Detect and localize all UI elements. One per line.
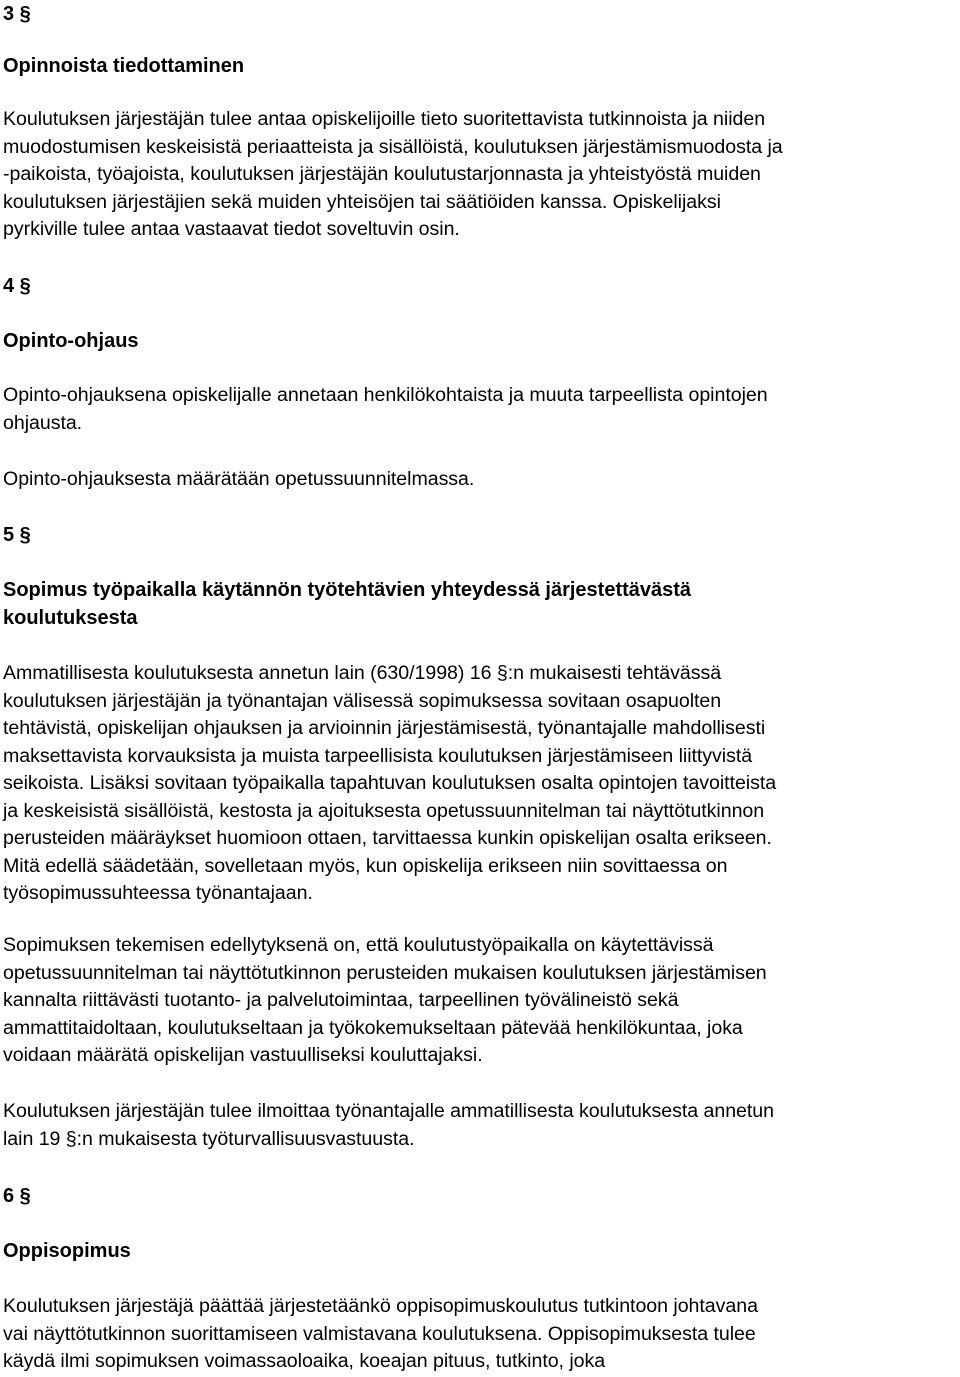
text-line: työsopimussuhteessa työnantajaan. (3, 882, 313, 904)
text-line: Mitä edellä säädetään, sovelletaan myös, kun opiskelija erikseen niin sovittaessa on (3, 854, 728, 877)
section-5-number: 5 § (3, 524, 31, 546)
section-4-number: 4 § (3, 275, 31, 297)
text-line: Koulutuksen järjestäjän tulee antaa opiskelijoille tieto suoritettavista tutkinnoista ja niiden (3, 108, 766, 130)
text-line: Ammatillisesta koulutuksesta annetun lain (630/1998) 16 §:n mukaisesti tehtävässä (3, 662, 722, 684)
section-5-paragraph-3 (3, 1098, 959, 1153)
section-6-title: Oppisopimus (3, 1240, 131, 1262)
text-line: opetussuunnitelman tai näyttötutkinnon perusteiden mukaisen koulutuksen järjestämisen (3, 961, 767, 984)
section-6-paragraph-1 (3, 1293, 959, 1376)
text-line: voidaan määrätä opiskelijan vastuulliseksi kouluttajaksi. (3, 1044, 483, 1066)
text-line: perusteiden määräykset huomioon ottaen, tarvittaessa kunkin opiskelijan osalta erikseen. (3, 827, 772, 849)
text-line: ohjausta. (3, 411, 83, 434)
section-5-paragraph-1 (3, 660, 959, 908)
text-line: kannalta riittävästi tuotanto- ja palvelutoimintaa, tarpeellinen työvälineistö sekä (3, 989, 679, 1011)
section-4-paragraph-2 (3, 466, 959, 494)
section-5-paragraph-2 (3, 932, 959, 1070)
text-line: koulutuksen järjestäjien sekä muiden yhteisöjen tai säätiöiden kanssa. Opiskelijaksi (3, 190, 721, 213)
title-line: koulutuksesta (3, 607, 138, 629)
text-line: maksettavista korvauksista ja muista tarpeellisista koulutuksen järjestämiseen liittyvistä (3, 744, 753, 767)
text-line: Opinto-ohjauksesta määrätään opetussuunnitelmassa. (3, 468, 475, 490)
section-5-title (3, 576, 953, 632)
text-line: ammattitaidoltaan, koulutukseltaan ja työkokemukseltaan pätevää henkilökuntaa, joka (3, 1016, 743, 1039)
text-line: vai näyttötutkinnon suorittamiseen valmistavana koulutuksena. Oppisopimuksesta tulee (3, 1322, 756, 1345)
text-line: seikoista. Lisäksi sovitaan työpaikalla tapahtuvan koulutuksen osalta opintojen tavoitteista (3, 772, 777, 794)
section-3-title: Opinnoista tiedottaminen (3, 55, 245, 77)
text-line: Koulutuksen järjestäjä päättää järjestetäänkö oppisopimuskoulutus tutkintoon johtavana (3, 1295, 758, 1317)
text-line: tehtävistä, opiskelijan ohjauksen ja arvioinnin järjestämisestä, työnantajalle mahdollisesti (3, 717, 766, 739)
text-line: ja keskeisistä sisällöistä, kestosta ja ajoituksesta opetussuunnitelman tai näyttötutkinnon (3, 799, 765, 822)
text-line: muodostumisen keskeisistä periaatteista ja sisällöistä, koulutuksen järjestämismuodosta ja (3, 135, 783, 158)
section-6-number: 6 § (3, 1185, 31, 1207)
text-line: koulutuksen järjestäjän ja työnantajan välisessä sopimuksessa sovitaan osapuolten (3, 689, 722, 712)
text-line: lain 19 §:n mukaisesta työturvallisuusvastuusta. (3, 1127, 415, 1150)
text-line: -paikoista, työajoista, koulutuksen järjestäjän koulutustarjonnasta ja yhteistyöstä muiden (3, 163, 761, 185)
text-line: käydä ilmi sopimuksen voimassaoloaika, koeajan pituus, tutkinto, joka (3, 1350, 606, 1372)
text-line: pyrkiville tulee antaa vastaavat tiedot soveltuvin osin. (3, 218, 460, 240)
section-4-title: Opinto-ohjaus (3, 330, 139, 352)
section-4-paragraph-1 (3, 382, 959, 437)
section-3-number: 3 § (3, 3, 31, 25)
text-line: Koulutuksen järjestäjän tulee ilmoittaa työnantajalle ammatillisesta koulutuksesta annetun (3, 1100, 774, 1122)
text-line: Sopimuksen tekemisen edellytyksenä on, että koulutustyöpaikalla on käytettävissä (3, 934, 714, 956)
title-line: Sopimus työpaikalla käytännön työtehtävien yhteydessä järjestettävästä (3, 579, 692, 601)
section-3-paragraph-1 (3, 106, 959, 244)
text-line: Opinto-ohjauksena opiskelijalle annetaan henkilökohtaista ja muuta tarpeellista opintojen (3, 384, 768, 406)
